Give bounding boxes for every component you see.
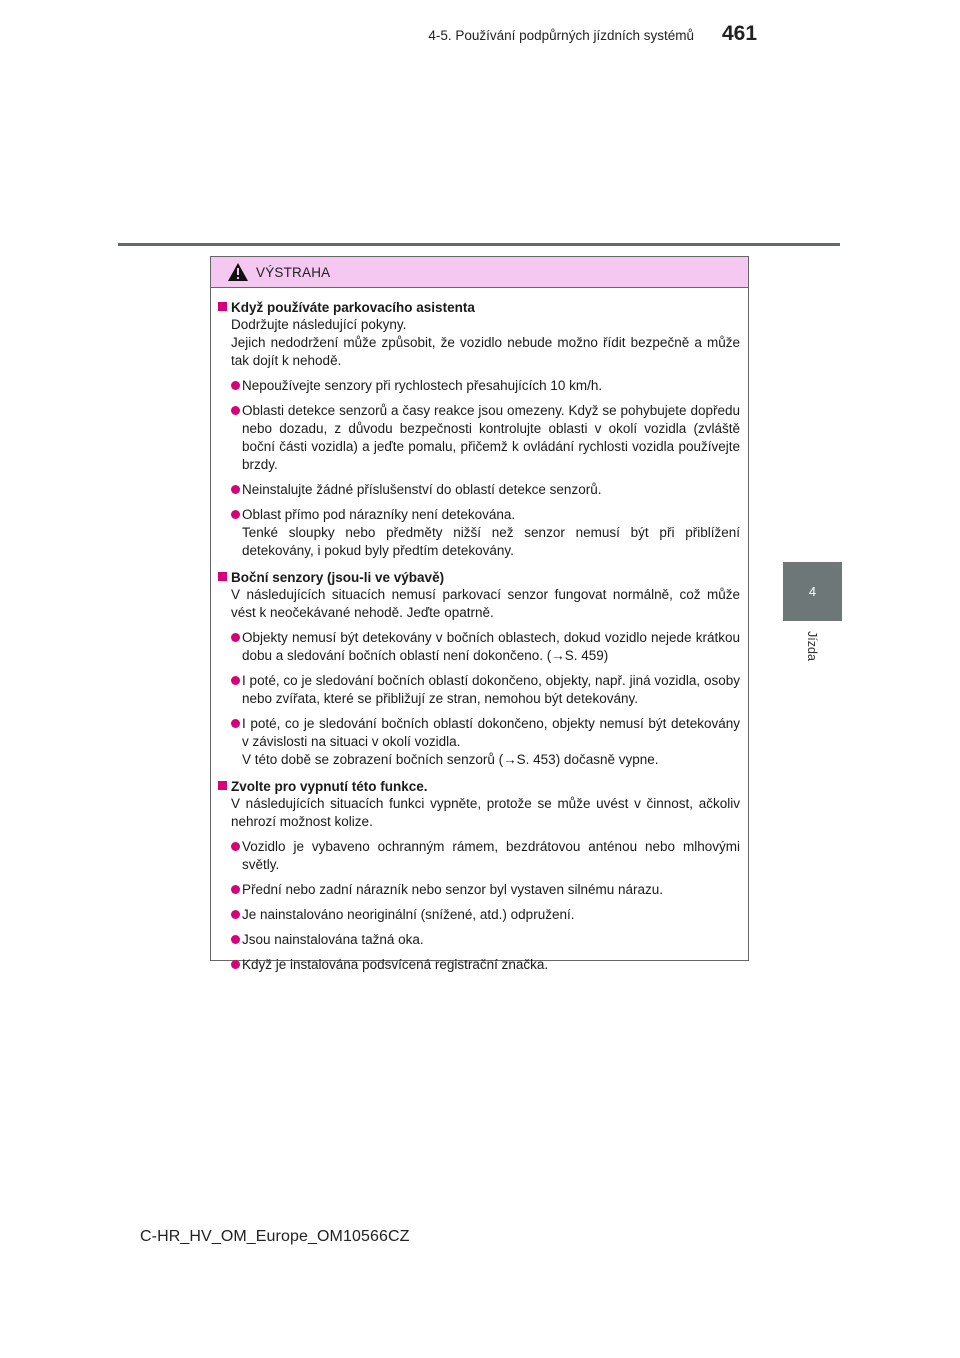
- warning-body: [211, 288, 748, 974]
- list-item-text: Přední nebo zadní nárazník nebo senzor byl vystaven silnému nárazu.: [242, 882, 663, 897]
- section-heading-text: Boční senzory (jsou-li ve výbavě): [231, 570, 445, 585]
- list-item: [218, 377, 740, 395]
- section-heading-text: Když používáte parkovacího asistenta: [231, 300, 475, 315]
- list-item: [218, 956, 740, 974]
- header-divider: [118, 243, 840, 246]
- list-item-text: Vozidlo je vybaveno ochranným rámem, bezdrátovou anténou nebo mlhovými světly.: [242, 839, 740, 872]
- list-item-text: Neinstalujte žádné příslušenství do oblastí detekce senzorů.: [242, 482, 602, 497]
- square-bullet-icon: [218, 572, 227, 581]
- circle-bullet-icon: [231, 406, 240, 415]
- warning-section: [218, 778, 740, 974]
- page-number: 461: [722, 22, 758, 45]
- section-heading: [218, 299, 740, 316]
- square-bullet-icon: [218, 781, 227, 790]
- circle-bullet-icon: [231, 381, 240, 390]
- list-item-text: Objekty nemusí být detekovány v bočních oblastech, dokud vozidlo nejede krátkou dobu a sledování bočních oblastí není dokončeno. (→S. 459): [242, 630, 740, 663]
- list-item-text: I poté, co je sledování bočních oblastí dokončeno, objekty nemusí být detekovány v závislosti na situaci v okolí vozidla. V této době se zobrazení bočních senzorů (→S. 453) dočasně vypne.: [242, 716, 740, 767]
- circle-bullet-icon: [231, 485, 240, 494]
- section-intro: V následujících situacích funkci vypněte, protože se může uvést v činnost, ačkoliv nehrozí možnost kolize.: [231, 796, 740, 829]
- list-item: [218, 931, 740, 949]
- warning-triangle-icon: [227, 262, 249, 282]
- circle-bullet-icon: [231, 960, 240, 969]
- list-item: [218, 629, 740, 665]
- list-item: [218, 506, 740, 560]
- list-item-text: Jsou nainstalována tažná oka.: [242, 932, 424, 947]
- list-item: [218, 672, 740, 708]
- chapter-number: 4: [808, 584, 817, 599]
- section-heading-text: Zvolte pro vypnutí této funkce.: [231, 779, 428, 794]
- circle-bullet-icon: [231, 719, 240, 728]
- list-item-text: Je nainstalováno neoriginální (snížené, atd.) odpružení.: [242, 907, 575, 922]
- square-bullet-icon: [218, 302, 227, 311]
- list-item-text: I poté, co je sledování bočních oblastí dokončeno, objekty, např. jiná vozidla, osoby nebo zvířata, které se přibližují ze stran, nemohou být detekovány.: [242, 673, 740, 706]
- warning-title: VÝSTRAHA: [256, 264, 331, 280]
- list-item: [218, 715, 740, 769]
- chapter-label: Jízda: [805, 631, 819, 661]
- warning-section: [218, 569, 740, 769]
- list-item: [218, 881, 740, 899]
- list-item-text: Oblast přímo pod nárazníky není detekována. Tenké sloupky nebo předměty nižší než senzor nemusí být při přiblížení detekovány, i pokud byly předtím detekovány.: [242, 507, 740, 558]
- list-item: [218, 906, 740, 924]
- list-item-text: Když je instalována podsvícená registrační značka.: [242, 957, 549, 972]
- section-title: 4-5. Používání podpůrných jízdních systémů: [428, 28, 694, 43]
- manual-code: C-HR_HV_OM_Europe_OM10566CZ: [140, 1228, 410, 1245]
- circle-bullet-icon: [231, 842, 240, 851]
- list-item: [218, 402, 740, 474]
- warning-header: [211, 257, 748, 288]
- section-heading: [218, 778, 740, 795]
- circle-bullet-icon: [231, 885, 240, 894]
- section-heading: [218, 569, 740, 586]
- section-intro: Dodržujte následující pokyny. Jejich nedodržení může způsobit, že vozidlo nebude možno řídit bezpečně a může tak dojít k nehodě.: [231, 317, 740, 368]
- list-item-text: Nepoužívejte senzory při rychlostech přesahujících 10 km/h.: [242, 378, 603, 393]
- warning-section: [218, 299, 740, 560]
- circle-bullet-icon: [231, 676, 240, 685]
- section-intro: V následujících situacích nemusí parkovací senzor fungovat normálně, což může vést k neočekávané nehodě. Jeďte opatrně.: [231, 587, 740, 620]
- warning-box: [210, 256, 749, 972]
- list-item-text: Oblasti detekce senzorů a časy reakce jsou omezeny. Když se pohybujete dopředu nebo dozadu, z důvodu bezpečnosti kontrolujte oblasti v okolí vozidla (zvláště boční části vozidla) a jeďte pomalu, přičemž k ovládání rychlosti vozidla používejte brzdy.: [242, 403, 740, 472]
- circle-bullet-icon: [231, 510, 240, 519]
- circle-bullet-icon: [231, 935, 240, 944]
- list-item: [218, 481, 740, 499]
- list-item: [218, 838, 740, 874]
- circle-bullet-icon: [231, 633, 240, 642]
- circle-bullet-icon: [231, 910, 240, 919]
